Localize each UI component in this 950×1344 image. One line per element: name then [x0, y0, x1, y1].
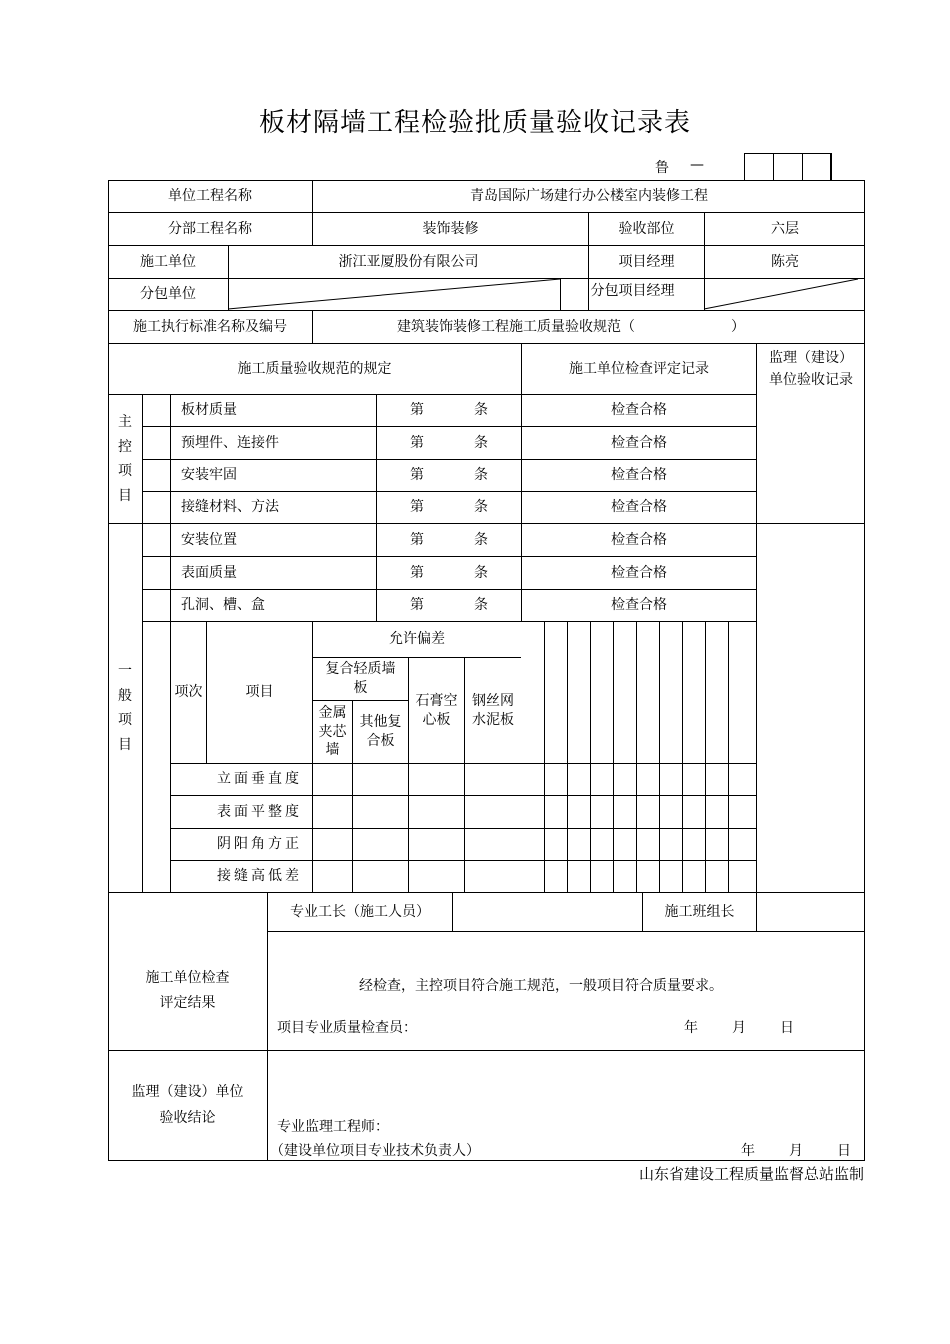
clause-prefix: 第: [410, 402, 424, 419]
general-item-result[interactable]: 检查合格: [611, 597, 667, 614]
subcontractor-value[interactable]: [229, 279, 560, 310]
supervision-label-line1: 监理（建设）单位: [131, 1084, 244, 1101]
supervision-owner-label: （建设单位项目专业技术负责人）: [270, 1143, 480, 1159]
general-label-char: 项: [118, 712, 132, 728]
general-item-clause: [377, 524, 521, 556]
main-item-name: 安装牢固: [181, 467, 237, 484]
main-item-clause: [377, 427, 521, 459]
sub-pm-value[interactable]: [705, 279, 865, 310]
main-item-result[interactable]: 检查合格: [611, 499, 667, 516]
main-item-clause: [377, 460, 521, 491]
page-title: 板材隔墙工程检验批质量验收记录表: [258, 108, 691, 138]
clause-prefix: 第: [410, 434, 424, 451]
supervision-engineer-label: 专业监理工程师：: [277, 1119, 389, 1135]
main-item-name: 接缝材料、方法: [181, 499, 279, 516]
mesh-header: 钢丝网水泥板: [472, 692, 514, 728]
deviation-row-name: 接缝高低差: [217, 868, 302, 885]
team-leader-label: 施工班组长: [664, 903, 735, 920]
general-label-char: 目: [118, 736, 132, 753]
main-control-label: [108, 395, 142, 523]
clause-suffix: 条: [474, 499, 488, 516]
clause-prefix: 第: [410, 467, 424, 484]
code-dash: —: [690, 157, 704, 173]
other-header: 其他复合板: [359, 714, 402, 749]
sub-pm-label: 分包项目经理: [590, 282, 675, 299]
accept-part-label: 验收部位: [618, 220, 675, 237]
check-header: 施工单位检查评定记录: [569, 360, 709, 377]
allow-deviation-header: 允许偏差: [389, 631, 445, 648]
general-item-clause: [377, 557, 521, 589]
main-control-label-char: 目: [118, 487, 132, 504]
contractor-label: 施工单位: [140, 253, 196, 270]
composite-header: 复合轻质墙板: [325, 661, 396, 696]
subcontractor-label: 分包单位: [140, 286, 196, 303]
standard-value: 建筑装饰装修工程施工质量验收规范（: [397, 318, 635, 335]
main-item-result[interactable]: 检查合格: [611, 402, 667, 419]
clause-suffix: 条: [474, 531, 488, 548]
supervise-header-line1: 监理（建设）: [769, 349, 853, 366]
spec-header: 施工质量验收规范的规定: [237, 360, 392, 377]
pm-label: 项目经理: [618, 253, 675, 270]
general-item-name: 孔洞、槽、盒: [181, 597, 265, 614]
general-label: [108, 524, 142, 892]
inspection-conclusion: 经检查，主控项目符合施工规范，一般项目符合质量要求。: [359, 978, 723, 994]
deviation-row-name: 阴阳角方正: [217, 836, 302, 853]
main-item-name: 板材质量: [181, 402, 237, 419]
general-item-clause: [377, 590, 521, 621]
inspection-result-label-line2: 评定结果: [159, 995, 216, 1011]
main-item-result[interactable]: 检查合格: [611, 434, 667, 451]
main-control-label-char: 项: [118, 463, 132, 479]
footer-issuer: 山东省建设工程质量监督总站监制: [638, 1165, 864, 1183]
supervision-month: 月: [789, 1143, 803, 1159]
clause-suffix: 条: [474, 402, 488, 419]
clause-suffix: 条: [474, 597, 488, 614]
standard-close: ）: [731, 318, 745, 335]
supervision-day: 日: [837, 1143, 851, 1159]
supervise-header: [757, 344, 865, 394]
unit-project-label: 单位工程名称: [168, 188, 252, 205]
inspector-label: 项目专业质量检查员：: [277, 1020, 417, 1036]
inspection-day: 日: [780, 1020, 794, 1036]
general-item-name: 表面质量: [181, 564, 237, 581]
supervision-label: [108, 1051, 267, 1160]
general-label-char: 般: [118, 687, 132, 704]
clause-prefix: 第: [410, 531, 424, 548]
clause-suffix: 条: [474, 467, 488, 484]
general-item-name: 安装位置: [181, 531, 237, 548]
inspection-result-label: [108, 932, 267, 1050]
foreman-value[interactable]: [453, 893, 642, 931]
deviation-row-name: 表面平整度: [217, 803, 302, 820]
general-item-result[interactable]: 检查合格: [611, 564, 667, 581]
main-item-result[interactable]: 检查合格: [611, 467, 667, 484]
clause-prefix: 第: [410, 499, 424, 516]
item-header: 项目: [245, 684, 274, 701]
inspection-month: 月: [732, 1020, 746, 1036]
clause-prefix: 第: [410, 564, 424, 581]
gypsum-header: 石膏空心板: [415, 692, 458, 728]
inspection-year: 年: [684, 1020, 698, 1036]
sub-project-value[interactable]: 装饰装修: [422, 220, 479, 237]
supervision-label-line2: 验收结论: [159, 1109, 216, 1126]
clause-prefix: 第: [410, 597, 424, 614]
main-control-label-char: 主: [118, 414, 132, 430]
seq-header: 项次: [174, 684, 203, 701]
general-item-result[interactable]: 检查合格: [611, 531, 667, 548]
foreman-label: 专业工长（施工人员）: [290, 903, 430, 920]
main-item-clause: [377, 395, 521, 426]
main-item-clause: [377, 492, 521, 523]
deviation-row-name: 立面垂直度: [217, 771, 302, 788]
standard-label: 施工执行标准名称及编号: [133, 318, 287, 335]
unit-project-value[interactable]: 青岛国际广场建行办公楼室内装修工程: [470, 188, 708, 205]
metal-header: 金属夹芯墙: [318, 704, 347, 759]
contractor-value[interactable]: 浙江亚厦股份有限公司: [338, 253, 479, 270]
pm-value[interactable]: 陈亮: [771, 253, 799, 270]
code-prefix: 鲁: [655, 160, 669, 176]
supervise-header-line2: 单位验收记录: [769, 372, 853, 388]
main-item-name: 预埋件、连接件: [181, 434, 279, 451]
sub-project-label: 分部工程名称: [168, 220, 252, 237]
inspection-result-label-line1: 施工单位检查: [145, 969, 230, 986]
supervision-year: 年: [741, 1143, 755, 1159]
standard-value-cell[interactable]: [313, 311, 865, 343]
main-control-label-char: 控: [118, 438, 132, 455]
accept-part-value[interactable]: 六层: [771, 220, 799, 237]
clause-suffix: 条: [474, 564, 488, 581]
clause-suffix: 条: [474, 434, 488, 451]
general-label-char: 一: [118, 663, 132, 679]
team-leader-value[interactable]: [757, 893, 865, 931]
